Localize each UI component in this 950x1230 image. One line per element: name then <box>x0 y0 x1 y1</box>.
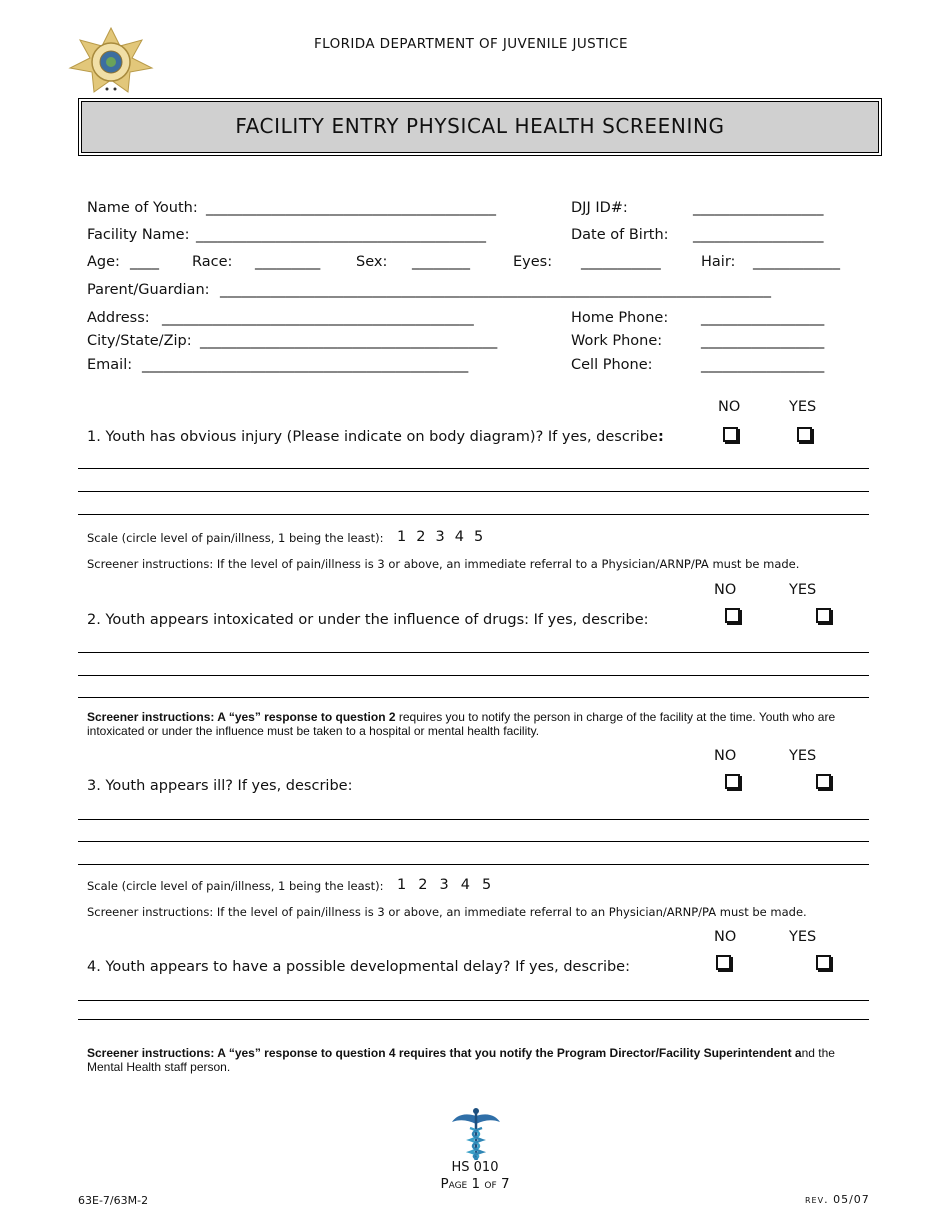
no-column-label: NO <box>718 399 741 415</box>
hair-label: Hair: <box>701 254 736 270</box>
form-title: FACILITY ENTRY PHYSICAL HEALTH SCREENING <box>235 114 725 138</box>
scale-value[interactable]: 3 <box>435 529 445 545</box>
pain-scale-label: Scale (circle level of pain/illness, 1 being the least): <box>87 879 384 893</box>
parent-guardian-field[interactable]: ____________________________________________________________________________ <box>220 282 771 298</box>
scale-value[interactable]: 2 <box>416 529 426 545</box>
address-label: Address: <box>87 310 150 326</box>
djj-id-field[interactable]: __________________ <box>693 200 824 216</box>
caduceus-icon <box>450 1106 502 1162</box>
question-3-no-checkbox[interactable] <box>725 774 740 789</box>
race-field[interactable]: _________ <box>255 254 321 270</box>
question-2-yes-checkbox[interactable] <box>816 608 831 623</box>
djj-id-label: DJJ ID#: <box>571 200 628 216</box>
cell-phone-field[interactable]: _________________ <box>701 357 825 373</box>
sex-label: Sex: <box>356 254 388 270</box>
cell-phone-label: Cell Phone: <box>571 357 653 373</box>
pain-scale-values <box>397 529 483 545</box>
no-column-label: NO <box>714 582 737 598</box>
scale-value[interactable]: 5 <box>481 877 492 893</box>
no-column-label: NO <box>714 748 737 764</box>
revision-date: rev. 05/07 <box>805 1193 870 1206</box>
form-title-box <box>78 98 882 156</box>
q1-answer-line[interactable] <box>78 491 869 492</box>
pain-scale-values <box>397 877 491 893</box>
question-1-no-checkbox[interactable] <box>723 427 738 442</box>
question-4-text: 4. Youth appears to have a possible developmental delay? If yes, describe: <box>87 959 630 975</box>
scale-value[interactable]: 3 <box>439 877 449 893</box>
question-1-colon: : <box>657 429 664 445</box>
age-field[interactable]: ____ <box>130 254 159 270</box>
question-3-text: 3. Youth appears ill? If yes, describe: <box>87 778 353 794</box>
no-column-label: NO <box>714 929 737 945</box>
sex-field[interactable]: ________ <box>412 254 470 270</box>
city-state-zip-label: City/State/Zip: <box>87 333 192 349</box>
work-phone-label: Work Phone: <box>571 333 663 349</box>
scale-value[interactable]: 5 <box>473 529 484 545</box>
scale-value[interactable]: 1 <box>397 529 407 545</box>
hair-field[interactable]: ____________ <box>753 254 840 270</box>
q2-answer-line[interactable] <box>78 652 869 653</box>
question-4-yes-checkbox[interactable] <box>816 955 831 970</box>
page-indicator: Page 1 of 7 <box>440 1176 510 1192</box>
name-of-youth-field[interactable]: ________________________________________ <box>206 200 496 216</box>
race-label: Race: <box>192 254 233 270</box>
facility-name-field[interactable]: ________________________________________ <box>196 227 486 243</box>
email-field[interactable]: _____________________________________________ <box>142 357 469 373</box>
screener-note-q2-bold: Screener instructions: A “yes” response to question 2 <box>87 710 396 724</box>
agency-badge-icon <box>66 26 156 96</box>
work-phone-field[interactable]: _________________ <box>701 333 825 349</box>
email-label: Email: <box>87 357 133 373</box>
q1-answer-line[interactable] <box>78 468 869 469</box>
scale-value[interactable]: 4 <box>460 877 470 893</box>
screener-note-q2-rest: requires you to notify the person in charge of the facility at the time. Youth who are intoxicated or under the influence must be taken to a hospital or mental health facility. <box>87 710 836 738</box>
scale-value[interactable]: 2 <box>418 877 428 893</box>
date-of-birth-field[interactable]: __________________ <box>693 227 824 243</box>
screener-note-q2 <box>87 710 867 738</box>
question-1-yes-checkbox[interactable] <box>797 427 812 442</box>
age-label: Age: <box>87 254 120 270</box>
screener-note-q4-bold: Screener instructions: A “yes” response to question 4 requires that you notify the Program Director/Facility Superintendent a <box>87 1046 802 1060</box>
scale-value[interactable]: 1 <box>397 877 407 893</box>
yes-column-label: YES <box>789 748 817 764</box>
parent-guardian-label: Parent/Guardian: <box>87 282 210 298</box>
yes-column-label: YES <box>789 929 817 945</box>
screener-instructions-q3: Screener instructions: If the level of pain/illness is 3 or above, an immediate referral to an Physician/ARNP/PA must be made. <box>87 905 807 919</box>
q1-answer-line[interactable] <box>78 514 869 515</box>
city-state-zip-field[interactable]: _________________________________________ <box>200 333 498 349</box>
yes-column-label: YES <box>789 399 817 415</box>
home-phone-field[interactable]: _________________ <box>701 310 825 326</box>
screener-note-q4-rest: nd the Mental Health staff person. <box>87 1046 835 1074</box>
q3-answer-line[interactable] <box>78 819 869 820</box>
question-2-no-checkbox[interactable] <box>725 608 740 623</box>
date-of-birth-label: Date of Birth: <box>571 227 669 243</box>
screener-instructions-q1: Screener instructions: If the level of pain/illness is 3 or above, an immediate referral to a Physician/ARNP/PA must be made. <box>87 557 800 571</box>
address-field[interactable]: ___________________________________________ <box>162 310 474 326</box>
question-1-text: 1. Youth has obvious injury (Please indicate on body diagram)? If yes, describe <box>87 429 658 445</box>
q3-answer-line[interactable] <box>78 841 869 842</box>
question-4-no-checkbox[interactable] <box>716 955 731 970</box>
home-phone-label: Home Phone: <box>571 310 669 326</box>
form-code: 63E-7/63M-2 <box>78 1194 149 1207</box>
q2-answer-line[interactable] <box>78 675 869 676</box>
q3-answer-line[interactable] <box>78 864 869 865</box>
question-1 <box>87 429 664 445</box>
q4-answer-line[interactable] <box>78 1019 869 1020</box>
eyes-label: Eyes: <box>513 254 553 270</box>
yes-column-label: YES <box>789 582 817 598</box>
agency-name: FLORIDA DEPARTMENT OF JUVENILE JUSTICE <box>314 36 628 52</box>
question-3-yes-checkbox[interactable] <box>816 774 831 789</box>
question-2-text: 2. Youth appears intoxicated or under the influence of drugs: If yes, describe: <box>87 612 649 628</box>
name-of-youth-label: Name of Youth: <box>87 200 198 216</box>
q2-answer-line[interactable] <box>78 697 869 698</box>
form-number: HS 010 <box>451 1160 499 1175</box>
eyes-field[interactable]: ___________ <box>581 254 661 270</box>
scale-value[interactable]: 4 <box>454 529 464 545</box>
q4-answer-line[interactable] <box>78 1000 869 1001</box>
facility-name-label: Facility Name: <box>87 227 190 243</box>
pain-scale-label: Scale (circle level of pain/illness, 1 being the least): <box>87 531 384 545</box>
screener-note-q4 <box>87 1046 867 1074</box>
